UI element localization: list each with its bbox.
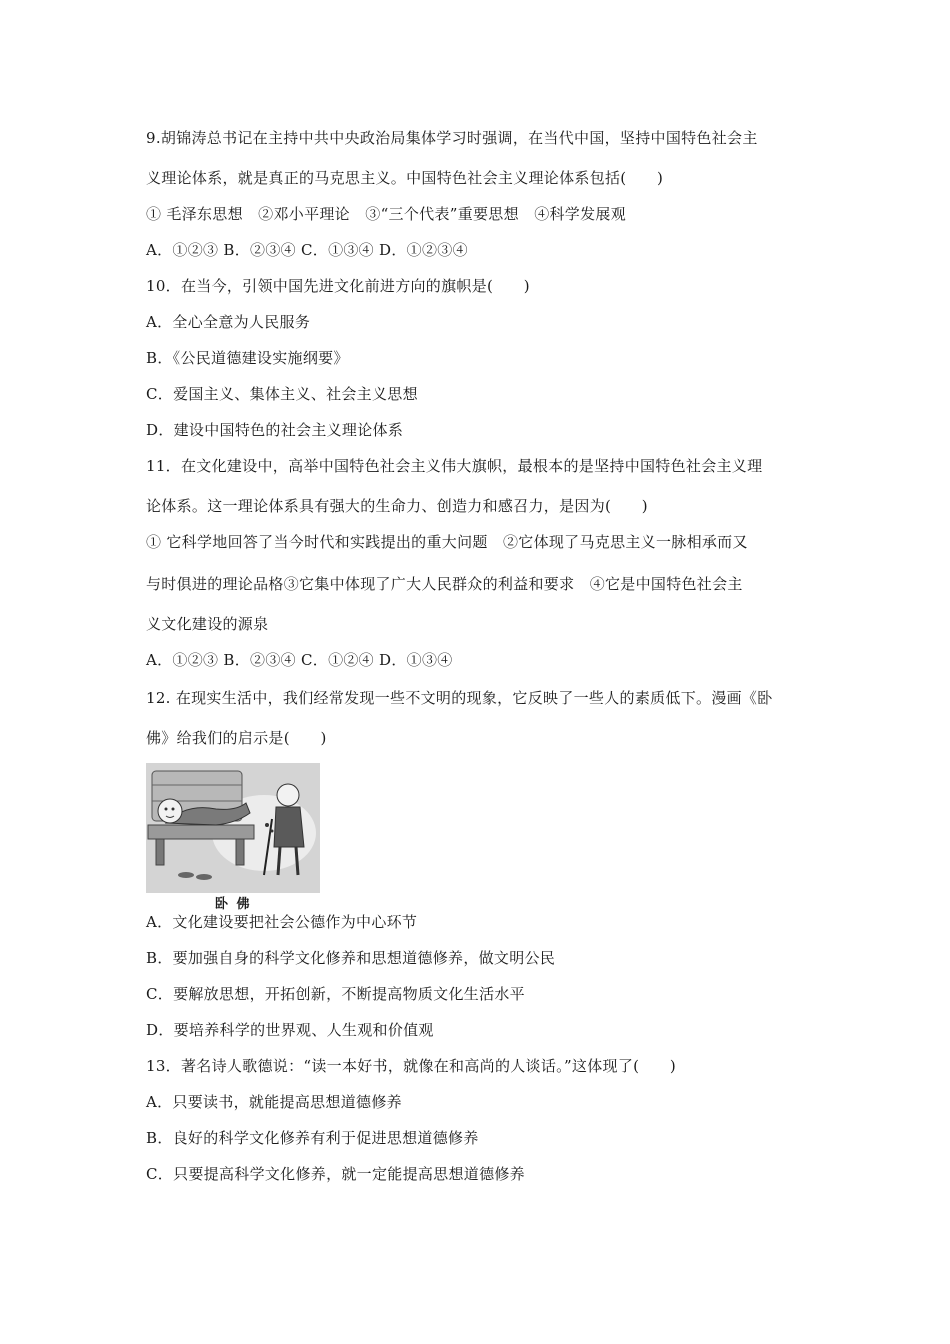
q11-statements-line-3: 义文化建设的源泉 [146, 615, 269, 633]
q12-option-c: C．要解放思想，开拓创新，不断提高物质文化生活水平 [146, 985, 525, 1003]
q9-statements: ① 毛泽东思想 ②邓小平理论 ③“三个代表”重要思想 ④科学发展观 [146, 205, 627, 223]
q11-stem-line-2: 论体系。这一理论体系具有强大的生命力、创造力和感召力，是因为( ) [146, 497, 648, 515]
q10-option-b: B．《公民道德建设实施纲要》 [146, 349, 349, 367]
q13-option-c: C．只要提高科学文化修养，就一定能提高思想道德修养 [146, 1165, 525, 1183]
q9-options: A．①②③ B．②③④ C．①③④ D．①②③④ [146, 241, 468, 259]
q9-stem-line-2: 义理论体系，就是真正的马克思主义。中国特色社会主义理论体系包括( ) [146, 169, 664, 187]
q11-statements-line-2: 与时俱进的理论品格③它集中体现了广大人民群众的利益和要求 ④它是中国特色社会主 [146, 575, 743, 593]
reclining-buddha-cartoon [146, 763, 320, 893]
q10-stem: 10．在当今，引领中国先进文化前进方向的旗帜是( ) [146, 277, 530, 295]
q10-option-a: A．全心全意为人民服务 [146, 313, 311, 331]
q12-stem-line-1: 12. 在现实生活中，我们经常发现一些不文明的现象，它反映了一些人的素质低下。漫画《卧 [146, 689, 773, 707]
q11-stem-line-1: 11．在文化建设中，高举中国特色社会主义伟大旗帜，最根本的是坚持中国特色社会主义理 [146, 457, 763, 475]
q12-stem-line-2: 佛》给我们的启示是( ) [146, 729, 327, 747]
q13-option-a: A．只要读书，就能提高思想道德修养 [146, 1093, 402, 1111]
q12-option-a: A．文化建设要把社会公德作为中心环节 [146, 913, 418, 931]
q13-stem: 13．著名诗人歌德说：“读一本好书，就像在和高尚的人谈话。”这体现了( ) [146, 1057, 677, 1075]
q12-option-b: B．要加强自身的科学文化修养和思想道德修养，做文明公民 [146, 949, 556, 967]
q11-statements-line-1: ① 它科学地回答了当今时代和实践提出的重大问题 ②它体现了马克思主义一脉相承而又 [146, 533, 748, 551]
q11-options: A．①②③ B．②③④ C．①②④ D．①③④ [146, 651, 453, 669]
q10-option-c: C．爱国主义、集体主义、社会主义思想 [146, 385, 418, 403]
cartoon-caption: 卧 佛 [215, 897, 252, 912]
q13-option-b: B．良好的科学文化修养有利于促进思想道德修养 [146, 1129, 479, 1147]
q12-option-d: D．要培养科学的世界观、人生观和价值观 [146, 1021, 434, 1039]
q9-stem-line-1: 9.胡锦涛总书记在主持中共中央政治局集体学习时强调，在当代中国，坚持中国特色社会主 [146, 129, 758, 147]
q10-option-d: D．建设中国特色的社会主义理论体系 [146, 421, 404, 439]
